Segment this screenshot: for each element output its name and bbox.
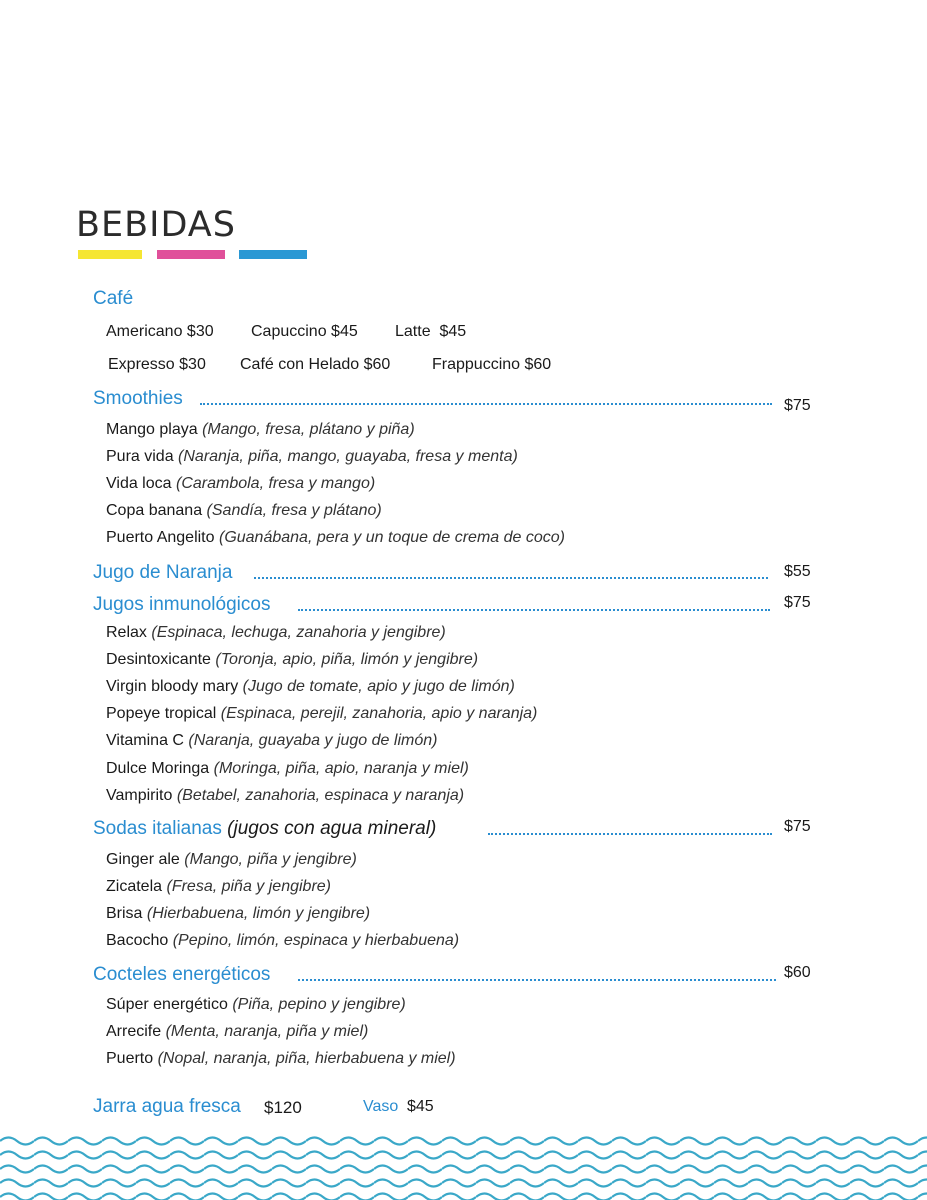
- menu-item: [106, 760, 469, 778]
- vaso-price: $45: [407, 1098, 434, 1115]
- menu-item: [106, 996, 406, 1014]
- item-description: (Nopal, naranja, piña, hierbabuena y miel): [157, 1050, 456, 1067]
- cafe-item: Latte $45: [395, 323, 467, 340]
- item-description: (Moringa, piña, apio, naranja y miel): [213, 760, 469, 777]
- menu-item: [106, 878, 331, 896]
- cafe-item: Café con Helado $60: [240, 356, 391, 373]
- menu-item: [106, 421, 415, 439]
- menu-item: [106, 787, 464, 805]
- item-name: Ginger ale: [106, 851, 180, 868]
- menu-item: [106, 502, 382, 520]
- yellow-accent-bar: [78, 250, 142, 259]
- cocteles-price: $60: [784, 964, 811, 981]
- item-name: Desintoxicante: [106, 651, 211, 668]
- item-description: (Guanábana, pera y un toque de crema de coco): [218, 529, 565, 546]
- section-sodas-label: [93, 818, 436, 840]
- dotted-leader: [298, 979, 776, 981]
- sodas-price: $75: [784, 818, 811, 835]
- item-description: (Fresa, piña y jengibre): [166, 878, 331, 895]
- jugo-naranja-price: $55: [784, 563, 811, 580]
- item-name: Vampirito: [106, 787, 173, 804]
- cafe-item: Americano $30: [106, 323, 214, 340]
- menu-item: [106, 678, 515, 696]
- menu-item: [106, 448, 518, 466]
- section-smoothies-label: Smoothies: [93, 388, 183, 409]
- cafe-item: Expresso $30: [108, 356, 206, 373]
- cafe-item: Capuccino $45: [251, 323, 358, 340]
- menu-item: [106, 851, 357, 869]
- menu-item: [106, 705, 537, 723]
- item-description: (Espinaca, lechuga, zanahoria y jengibre): [151, 624, 446, 641]
- item-name: Zicatela: [106, 878, 163, 895]
- sodas-subtitle: (jugos con agua mineral): [227, 818, 437, 839]
- cafe-item: Frappuccino $60: [432, 356, 552, 373]
- pink-accent-bar: [157, 250, 225, 259]
- dotted-leader: [298, 609, 770, 611]
- item-description: (Carambola, fresa y mango): [175, 475, 376, 492]
- item-name: Pura vida: [106, 448, 174, 465]
- jugos-price: $75: [784, 594, 811, 611]
- menu-item: [106, 624, 446, 642]
- dotted-leader: [488, 833, 772, 835]
- page-title: BEBIDAS: [76, 205, 236, 245]
- item-name: Bacocho: [106, 932, 169, 949]
- item-name: Popeye tropical: [106, 705, 217, 722]
- item-description: (Mango, piña y jengibre): [184, 851, 357, 868]
- menu-item: [106, 905, 370, 923]
- jarra-label: Jarra agua fresca: [93, 1096, 241, 1117]
- item-description: (Naranja, guayaba y jugo de limón): [188, 732, 438, 749]
- sodas-title: Sodas italianas: [93, 818, 222, 839]
- menu-item: [106, 732, 437, 750]
- menu-item: [106, 932, 459, 950]
- section-cocteles-label: Cocteles energéticos: [93, 964, 271, 985]
- item-description: (Toronja, apio, piña, limón y jengibre): [215, 651, 479, 668]
- item-description: (Mango, fresa, plátano y piña): [202, 421, 415, 438]
- wave-decoration: [0, 1134, 927, 1200]
- item-name: Puerto: [106, 1050, 154, 1067]
- item-name: Arrecife: [106, 1023, 162, 1040]
- menu-item: [106, 1023, 368, 1041]
- menu-item: [106, 1050, 456, 1068]
- item-name: Vitamina C: [106, 732, 184, 749]
- dotted-leader: [254, 577, 768, 579]
- item-description: (Naranja, piña, mango, guayaba, fresa y menta): [178, 448, 518, 465]
- item-description: (Espinaca, perejil, zanahoria, apio y naranja): [220, 705, 538, 722]
- menu-item: [106, 651, 478, 669]
- menu-item: [106, 529, 565, 547]
- item-description: (Jugo de tomate, apio y jugo de limón): [242, 678, 515, 695]
- blue-accent-bar: [239, 250, 307, 259]
- vaso-label: Vaso: [363, 1098, 399, 1115]
- item-name: Relax: [106, 624, 147, 641]
- dotted-leader: [200, 403, 772, 405]
- item-name: Brisa: [106, 905, 143, 922]
- item-description: (Menta, naranja, piña y miel): [165, 1023, 369, 1040]
- item-description: (Pepino, limón, espinaca y hierbabuena): [172, 932, 460, 949]
- item-name: Mango playa: [106, 421, 198, 438]
- section-cafe-label: Café: [93, 288, 134, 309]
- menu-item: [106, 475, 375, 493]
- item-description: (Hierbabuena, limón y jengibre): [146, 905, 371, 922]
- item-name: Virgin bloody mary: [106, 678, 239, 695]
- smoothies-price: $75: [784, 397, 811, 414]
- item-description: (Sandía, fresa y plátano): [206, 502, 382, 519]
- item-name: Dulce Moringa: [106, 760, 210, 777]
- section-jugo-naranja-label: Jugo de Naranja: [93, 562, 233, 583]
- item-description: (Betabel, zanahoria, espinaca y naranja): [176, 787, 465, 804]
- item-name: Puerto Angelito: [106, 529, 215, 546]
- section-jugos-label: Jugos inmunológicos: [93, 594, 271, 615]
- item-name: Súper energético: [106, 996, 228, 1013]
- item-name: Copa banana: [106, 502, 203, 519]
- item-description: (Piña, pepino y jengibre): [232, 996, 406, 1013]
- item-name: Vida loca: [106, 475, 172, 492]
- jarra-price: $120: [264, 1098, 302, 1117]
